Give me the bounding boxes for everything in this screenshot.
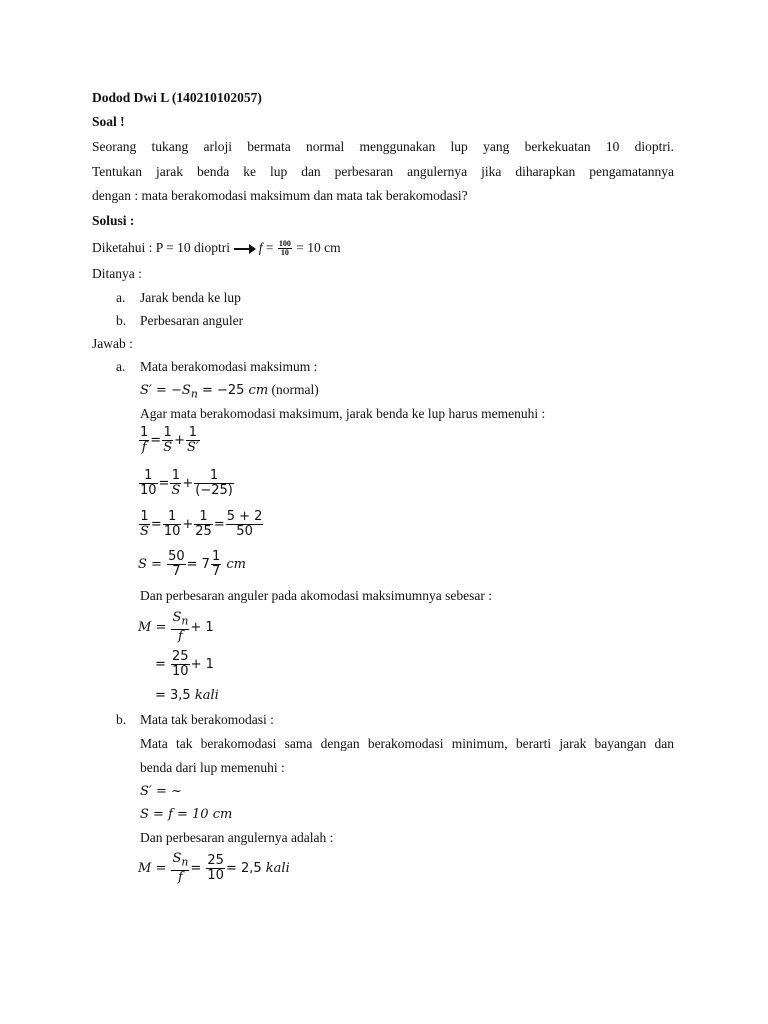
magnification-intro-b: Dan perbesaran angulernya adalah : [140, 830, 334, 845]
focal-result: = 10 cm [296, 240, 341, 255]
right-arrow-icon [234, 248, 252, 250]
lens-equation: $\frac{1}{f}$ = $\frac{1}{S}$ + $\frac{1}{S'}$ [140, 425, 199, 455]
condition-text: Agar mata berakomodasi maksimum, jarak benda ke lup harus memenuhi : [140, 406, 546, 421]
solusi-title: Solusi : [92, 213, 135, 228]
ditanya-label: Ditanya : [92, 266, 142, 281]
magnification-result-a: = 3,5 kali [155, 688, 219, 703]
soal-line-3: dengan : mata berakomodasi maksimum dan mata tak berakomodasi? [92, 188, 468, 203]
part-b-desc-1: Mata tak berakomodasi sama dengan berakomodasi minimum, berarti jarak bayangan dan [140, 736, 674, 751]
ditanya-marker-b: b. [116, 313, 127, 328]
part-b-desc-2: benda dari lup memenuhi : [140, 760, 285, 775]
jawab-label: Jawab : [92, 336, 133, 351]
magnification-intro-a: Dan perbesaran anguler pada akomodasi maksimumnya sebesar : [140, 588, 493, 603]
author-heading: Dodod Dwi L (140210102057) [92, 90, 262, 105]
eq-s-b: S = f = 10 cm [140, 807, 233, 822]
eq-s-prime-b: S′ = ~ [140, 784, 182, 799]
s-result: S = $\frac{50}{7}$ = 7 $\frac{1}{7}$ cm [138, 549, 246, 579]
diketahui-line [92, 240, 341, 257]
magnification-formula-b: M = $\frac{S_n}{f}$ = $\frac{25}{10}$ = 2,5 kali [138, 851, 290, 885]
soal-title: Soal ! [92, 114, 125, 129]
magnification-substitution-a: = $\frac{25}{10}$ + 1 [155, 649, 214, 679]
focal-fraction: $\frac{100}{10}$ [278, 239, 291, 258]
ditanya-item-b: Perbesaran anguler [140, 313, 244, 328]
soal-line-2: Tentukan jarak benda ke lup dan perbesaran angulernya jika diharapkan pengamatannya [92, 164, 674, 179]
equals-sign: = [265, 240, 274, 255]
f-symbol: f [258, 240, 263, 255]
lens-substitution: $\frac{1}{10}$ = $\frac{1}{S}$ + $\frac{1}{(-25)}$ [140, 468, 233, 498]
part-b-title: Mata tak berakomodasi : [140, 712, 274, 727]
lens-solve: $\frac{1}{S}$ = $\frac{1}{10}$ + $\frac{1}{25}$ = $\frac{5 + 2}{50}$ [140, 509, 263, 539]
ditanya-item-a: Jarak benda ke lup [140, 290, 241, 305]
soal-line-1: Seorang tukang arloji bermata normal menggunakan lup yang berkekuatan 10 dioptri. [92, 139, 674, 154]
magnification-formula-a: M = $\frac{S_n}{f}$ + 1 [138, 610, 214, 644]
part-b-marker: b. [116, 712, 127, 727]
part-a-marker: a. [116, 359, 126, 374]
eq-s-prime-a: $S' = -S_n = -25$ cm (normal) [140, 382, 319, 401]
part-a-title: Mata berakomodasi maksimum : [140, 359, 318, 374]
ditanya-marker-a: a. [116, 290, 126, 305]
diketahui-text: Diketahui : P = 10 dioptri [92, 240, 230, 255]
